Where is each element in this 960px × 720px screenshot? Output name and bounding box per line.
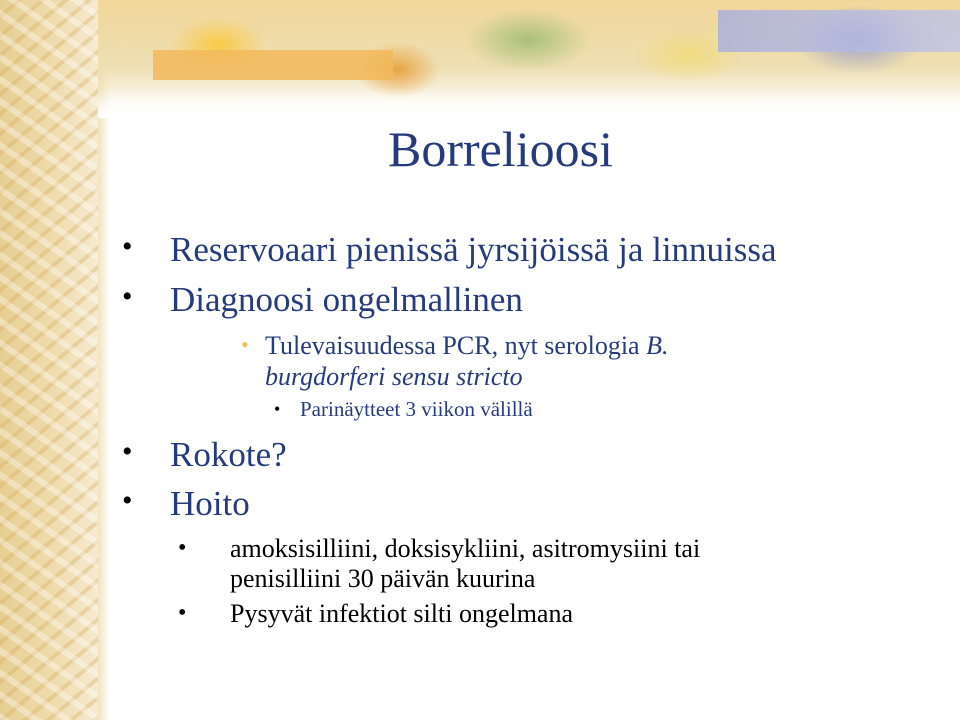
bullet-icon: • bbox=[122, 230, 133, 263]
bullet-icon: • bbox=[122, 484, 133, 517]
sub-bullet-text: Tulevaisuudessa PCR, nyt serologia bbox=[265, 331, 647, 360]
sub-bullet-icon: • bbox=[241, 332, 249, 357]
bullet-text: Diagnoosi ongelmallinen bbox=[170, 280, 523, 319]
treatment-item-persistent bbox=[178, 599, 574, 628]
banner-orange-block bbox=[153, 50, 393, 80]
treatment-item-antibiotics bbox=[178, 534, 701, 563]
bullet-text: Hoito bbox=[170, 484, 250, 523]
bullet-text: Reservoaari pienissä jyrsijöissä ja linnuissa bbox=[170, 230, 777, 269]
treatment-text-line2: penisilliini 30 päivän kuurina bbox=[230, 564, 536, 593]
slide-title: Borrelioosi bbox=[388, 121, 613, 177]
species-name: burgdorferi sensu stricto bbox=[265, 362, 523, 391]
bullet-text: Rokote? bbox=[170, 435, 287, 474]
bullet-diagnosis bbox=[122, 280, 523, 319]
sub-sub-bullet-icon: • bbox=[274, 399, 281, 419]
bullet-icon: • bbox=[122, 280, 133, 313]
banner-blue-block bbox=[718, 10, 960, 52]
bullet-icon: • bbox=[178, 535, 187, 561]
bullet-icon: • bbox=[178, 600, 187, 626]
bullet-treatment bbox=[122, 484, 250, 523]
sub-sub-bullet-paired-samples bbox=[274, 397, 533, 421]
treatment-text-line1: amoksisilliini, doksisykliini, asitromysiini tai bbox=[230, 534, 701, 563]
treatment-text: Pysyvät infektiot silti ongelmana bbox=[230, 599, 574, 628]
bullet-icon: • bbox=[122, 435, 133, 468]
bullet-vaccine bbox=[122, 435, 287, 474]
decorative-left-band bbox=[0, 0, 98, 720]
bullet-reservoir bbox=[122, 230, 777, 269]
species-abbrev: B. bbox=[646, 331, 669, 360]
sub-bullet-pcr bbox=[241, 331, 669, 360]
sub-sub-bullet-text: Parinäytteet 3 viikon välillä bbox=[300, 397, 533, 421]
banner-fade bbox=[98, 88, 960, 118]
